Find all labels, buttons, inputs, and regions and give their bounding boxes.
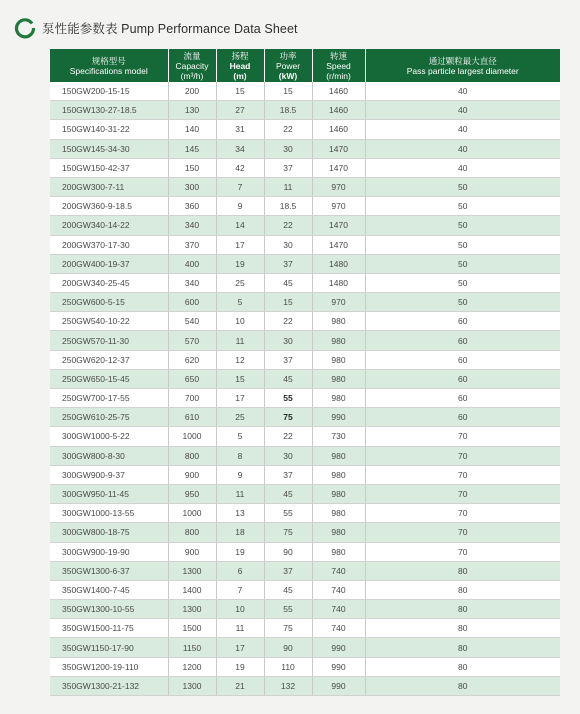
cell-head: 10	[216, 312, 264, 331]
cell-diameter: 60	[365, 408, 560, 427]
cell-diameter: 80	[365, 619, 560, 638]
cell-speed: 980	[312, 465, 365, 484]
cell-power: 15	[264, 293, 312, 312]
cell-model: 150GW130-27-18.5	[50, 101, 168, 120]
cell-capacity: 600	[168, 293, 216, 312]
table-row	[50, 273, 560, 292]
table-row	[50, 139, 560, 158]
cell-capacity: 340	[168, 216, 216, 235]
cell-model: 200GW300-7-11	[50, 177, 168, 196]
performance-table	[50, 49, 560, 696]
cell-speed: 980	[312, 312, 365, 331]
cell-capacity: 540	[168, 312, 216, 331]
cell-speed: 990	[312, 408, 365, 427]
cell-power: 45	[264, 580, 312, 599]
cell-capacity: 300	[168, 177, 216, 196]
cell-head: 13	[216, 504, 264, 523]
cell-head: 10	[216, 600, 264, 619]
header-head: 扬程 Head (m)	[216, 49, 264, 82]
cell-model: 250GW570-11-30	[50, 331, 168, 350]
cell-power: 45	[264, 369, 312, 388]
cell-model: 350GW1400-7-45	[50, 580, 168, 599]
table-row	[50, 676, 560, 695]
table-row	[50, 389, 560, 408]
cell-power: 22	[264, 216, 312, 235]
cell-model: 300GW950-11-45	[50, 484, 168, 503]
cell-speed: 740	[312, 619, 365, 638]
cell-diameter: 50	[365, 254, 560, 273]
cell-model: 350GW1300-21-132	[50, 676, 168, 695]
cell-capacity: 360	[168, 197, 216, 216]
cell-diameter: 50	[365, 273, 560, 292]
header-power: 功率 Power (kW)	[264, 49, 312, 82]
table-row	[50, 331, 560, 350]
cell-head: 21	[216, 676, 264, 695]
cell-capacity: 1300	[168, 676, 216, 695]
cell-model: 250GW600-5-15	[50, 293, 168, 312]
cell-head: 11	[216, 331, 264, 350]
cell-power: 37	[264, 158, 312, 177]
cell-power: 45	[264, 484, 312, 503]
cell-model: 300GW900-9-37	[50, 465, 168, 484]
cell-speed: 1480	[312, 273, 365, 292]
cell-model: 200GW400-19-37	[50, 254, 168, 273]
table-row	[50, 158, 560, 177]
cell-power: 90	[264, 542, 312, 561]
cell-model: 150GW140-31-22	[50, 120, 168, 139]
cell-diameter: 70	[365, 504, 560, 523]
cell-diameter: 40	[365, 120, 560, 139]
cell-diameter: 60	[365, 389, 560, 408]
cell-power: 22	[264, 120, 312, 139]
cell-speed: 1470	[312, 158, 365, 177]
cell-capacity: 570	[168, 331, 216, 350]
cell-capacity: 1150	[168, 638, 216, 657]
cell-diameter: 60	[365, 350, 560, 369]
cell-speed: 990	[312, 638, 365, 657]
table-row	[50, 350, 560, 369]
cell-head: 9	[216, 465, 264, 484]
cell-diameter: 80	[365, 561, 560, 580]
table-row	[50, 293, 560, 312]
cell-diameter: 40	[365, 139, 560, 158]
cell-capacity: 340	[168, 273, 216, 292]
cell-diameter: 50	[365, 216, 560, 235]
cell-capacity: 1400	[168, 580, 216, 599]
cell-speed: 1470	[312, 139, 365, 158]
cell-power: 30	[264, 235, 312, 254]
cell-speed: 980	[312, 523, 365, 542]
table-row	[50, 619, 560, 638]
cell-model: 250GW700-17-55	[50, 389, 168, 408]
cell-diameter: 50	[365, 177, 560, 196]
cell-model: 250GW650-15-45	[50, 369, 168, 388]
cell-power: 18.5	[264, 101, 312, 120]
table-row	[50, 446, 560, 465]
cell-model: 300GW1000-13-55	[50, 504, 168, 523]
cell-head: 27	[216, 101, 264, 120]
cell-speed: 980	[312, 331, 365, 350]
cell-head: 9	[216, 197, 264, 216]
table-row	[50, 197, 560, 216]
cell-model: 250GW610-25-75	[50, 408, 168, 427]
table-header-row	[50, 49, 560, 82]
cell-speed: 740	[312, 580, 365, 599]
cell-speed: 730	[312, 427, 365, 446]
cell-power: 37	[264, 350, 312, 369]
cell-model: 350GW1150-17-90	[50, 638, 168, 657]
cell-speed: 980	[312, 504, 365, 523]
cell-power: 132	[264, 676, 312, 695]
table-row	[50, 504, 560, 523]
cell-diameter: 70	[365, 446, 560, 465]
cell-model: 200GW360-9-18.5	[50, 197, 168, 216]
ring-logo-icon	[14, 17, 36, 39]
cell-head: 15	[216, 82, 264, 101]
cell-power: 30	[264, 446, 312, 465]
cell-model: 350GW1500-11-75	[50, 619, 168, 638]
cell-model: 300GW1000-5-22	[50, 427, 168, 446]
table-row	[50, 580, 560, 599]
cell-diameter: 80	[365, 676, 560, 695]
cell-capacity: 1000	[168, 504, 216, 523]
cell-diameter: 80	[365, 600, 560, 619]
page-title: 泵性能参数表 Pump Performance Data Sheet	[42, 22, 298, 36]
cell-model: 250GW620-12-37	[50, 350, 168, 369]
header-speed: 转速 Speed (r/min)	[312, 49, 365, 82]
cell-power: 55	[264, 600, 312, 619]
cell-model: 250GW540-10-22	[50, 312, 168, 331]
cell-model: 300GW900-19-90	[50, 542, 168, 561]
table-row	[50, 369, 560, 388]
cell-capacity: 610	[168, 408, 216, 427]
cell-diameter: 60	[365, 312, 560, 331]
cell-power: 22	[264, 427, 312, 446]
cell-capacity: 700	[168, 389, 216, 408]
cell-diameter: 60	[365, 331, 560, 350]
cell-power: 11	[264, 177, 312, 196]
cell-speed: 740	[312, 600, 365, 619]
cell-head: 11	[216, 484, 264, 503]
cell-head: 15	[216, 369, 264, 388]
cell-head: 19	[216, 542, 264, 561]
cell-capacity: 950	[168, 484, 216, 503]
cell-power: 45	[264, 273, 312, 292]
cell-speed: 980	[312, 446, 365, 465]
cell-head: 34	[216, 139, 264, 158]
cell-head: 19	[216, 254, 264, 273]
table-row	[50, 561, 560, 580]
cell-power: 18.5	[264, 197, 312, 216]
cell-model: 300GW800-8-30	[50, 446, 168, 465]
cell-power: 55	[264, 389, 312, 408]
cell-power: 110	[264, 657, 312, 676]
cell-diameter: 80	[365, 657, 560, 676]
cell-speed: 740	[312, 561, 365, 580]
table-row	[50, 177, 560, 196]
cell-head: 14	[216, 216, 264, 235]
cell-model: 350GW1300-6-37	[50, 561, 168, 580]
cell-capacity: 200	[168, 82, 216, 101]
table-row	[50, 600, 560, 619]
cell-head: 5	[216, 427, 264, 446]
cell-head: 11	[216, 619, 264, 638]
table-row	[50, 120, 560, 139]
cell-head: 7	[216, 177, 264, 196]
cell-head: 31	[216, 120, 264, 139]
cell-speed: 980	[312, 484, 365, 503]
cell-power: 15	[264, 82, 312, 101]
title-bar	[14, 14, 298, 42]
cell-power: 75	[264, 619, 312, 638]
cell-head: 5	[216, 293, 264, 312]
cell-model: 350GW1300-10-55	[50, 600, 168, 619]
cell-power: 30	[264, 139, 312, 158]
table-row	[50, 542, 560, 561]
cell-diameter: 50	[365, 197, 560, 216]
cell-power: 55	[264, 504, 312, 523]
cell-diameter: 70	[365, 465, 560, 484]
cell-speed: 1460	[312, 101, 365, 120]
cell-speed: 980	[312, 389, 365, 408]
cell-capacity: 900	[168, 542, 216, 561]
cell-model: 200GW370-17-30	[50, 235, 168, 254]
cell-speed: 990	[312, 676, 365, 695]
cell-diameter: 70	[365, 523, 560, 542]
cell-power: 22	[264, 312, 312, 331]
cell-speed: 980	[312, 542, 365, 561]
cell-model: 150GW145-34-30	[50, 139, 168, 158]
cell-speed: 970	[312, 293, 365, 312]
cell-model: 350GW1200-19-110	[50, 657, 168, 676]
table-body	[50, 82, 560, 696]
cell-power: 90	[264, 638, 312, 657]
cell-model: 200GW340-14-22	[50, 216, 168, 235]
cell-power: 75	[264, 523, 312, 542]
cell-capacity: 130	[168, 101, 216, 120]
cell-head: 25	[216, 408, 264, 427]
table-row	[50, 216, 560, 235]
cell-power: 37	[264, 254, 312, 273]
header-diameter: 通过颗粒最大直径 Pass particle largest diameter	[365, 49, 560, 82]
cell-model: 200GW340-25-45	[50, 273, 168, 292]
table-row	[50, 254, 560, 273]
table-row	[50, 408, 560, 427]
cell-diameter: 50	[365, 235, 560, 254]
cell-diameter: 70	[365, 542, 560, 561]
cell-head: 6	[216, 561, 264, 580]
cell-diameter: 70	[365, 484, 560, 503]
cell-power: 75	[264, 408, 312, 427]
cell-head: 42	[216, 158, 264, 177]
cell-speed: 980	[312, 369, 365, 388]
cell-speed: 1480	[312, 254, 365, 273]
cell-head: 8	[216, 446, 264, 465]
cell-diameter: 40	[365, 82, 560, 101]
cell-speed: 1470	[312, 216, 365, 235]
header-model: 规格型号 Specifications model	[50, 49, 168, 82]
cell-head: 18	[216, 523, 264, 542]
cell-capacity: 800	[168, 523, 216, 542]
cell-power: 30	[264, 331, 312, 350]
cell-head: 12	[216, 350, 264, 369]
cell-head: 19	[216, 657, 264, 676]
cell-head: 17	[216, 389, 264, 408]
cell-head: 25	[216, 273, 264, 292]
cell-capacity: 150	[168, 158, 216, 177]
cell-capacity: 1300	[168, 600, 216, 619]
table-row	[50, 235, 560, 254]
cell-capacity: 650	[168, 369, 216, 388]
table-row	[50, 523, 560, 542]
cell-capacity: 1000	[168, 427, 216, 446]
cell-head: 17	[216, 638, 264, 657]
cell-head: 17	[216, 235, 264, 254]
cell-diameter: 60	[365, 369, 560, 388]
cell-capacity: 1300	[168, 561, 216, 580]
cell-diameter: 80	[365, 580, 560, 599]
cell-capacity: 140	[168, 120, 216, 139]
cell-capacity: 370	[168, 235, 216, 254]
cell-capacity: 1500	[168, 619, 216, 638]
table-row	[50, 484, 560, 503]
cell-capacity: 620	[168, 350, 216, 369]
cell-capacity: 800	[168, 446, 216, 465]
cell-diameter: 40	[365, 158, 560, 177]
cell-speed: 970	[312, 197, 365, 216]
cell-head: 7	[216, 580, 264, 599]
table-row	[50, 82, 560, 101]
cell-diameter: 40	[365, 101, 560, 120]
table-row	[50, 312, 560, 331]
cell-speed: 1460	[312, 82, 365, 101]
table-row	[50, 101, 560, 120]
cell-capacity: 145	[168, 139, 216, 158]
cell-capacity: 400	[168, 254, 216, 273]
cell-diameter: 70	[365, 427, 560, 446]
cell-model: 150GW200-15-15	[50, 82, 168, 101]
cell-speed: 990	[312, 657, 365, 676]
header-capacity: 流量 Capacity (m³/h)	[168, 49, 216, 82]
cell-speed: 1460	[312, 120, 365, 139]
cell-speed: 1470	[312, 235, 365, 254]
table-row	[50, 427, 560, 446]
cell-model: 300GW800-18-75	[50, 523, 168, 542]
cell-model: 150GW150-42-37	[50, 158, 168, 177]
table-row	[50, 465, 560, 484]
cell-diameter: 80	[365, 638, 560, 657]
table-row	[50, 657, 560, 676]
cell-speed: 980	[312, 350, 365, 369]
cell-power: 37	[264, 561, 312, 580]
cell-diameter: 50	[365, 293, 560, 312]
cell-speed: 970	[312, 177, 365, 196]
cell-capacity: 900	[168, 465, 216, 484]
cell-power: 37	[264, 465, 312, 484]
table-row	[50, 638, 560, 657]
cell-capacity: 1200	[168, 657, 216, 676]
